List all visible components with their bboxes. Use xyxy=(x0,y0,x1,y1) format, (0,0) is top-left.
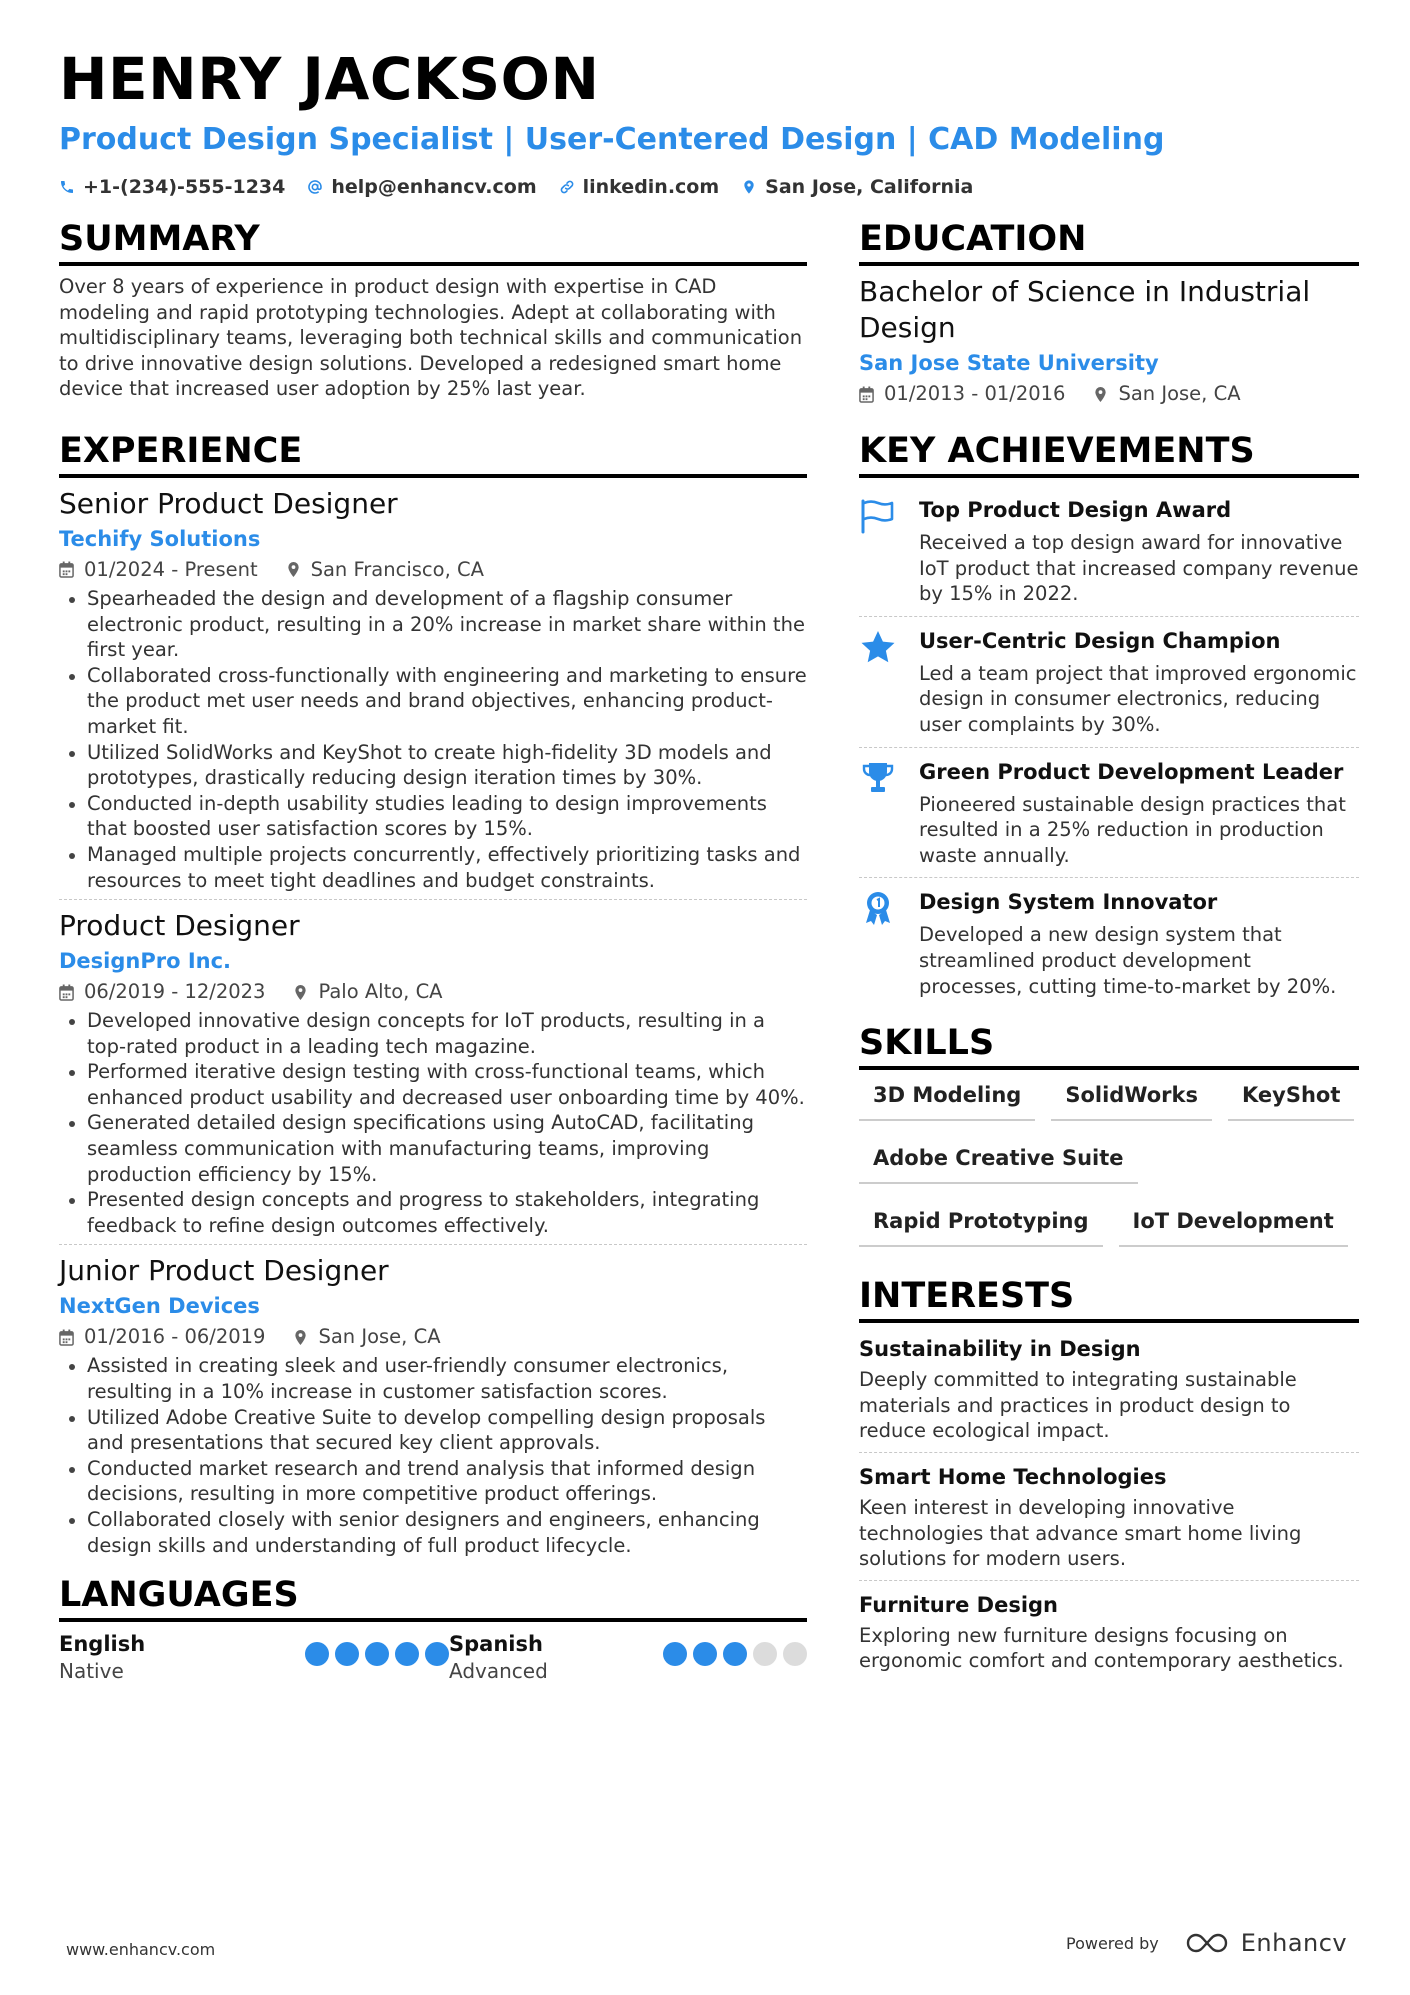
job-bullet: Spearheaded the design and development of a flagship consumer electronic product, resulting in a 20% increase in market share within the first year. xyxy=(59,586,807,663)
job-location: San Jose, CA xyxy=(318,1325,441,1349)
rating-dot-filled xyxy=(723,1642,747,1666)
rating-dot-filled xyxy=(693,1642,717,1666)
phone-text: +1-(234)-555-1234 xyxy=(83,176,286,198)
achievement-desc: Developed a new design system that streamlined product development processes, cutting time-to-market by 20%. xyxy=(919,923,1337,998)
at-icon xyxy=(307,179,323,195)
achievements-title: KEY ACHIEVEMENTS xyxy=(859,430,1359,478)
candidate-tagline: Product Design Specialist | User-Centered Design | CAD Modeling xyxy=(59,122,1165,157)
job-bullets xyxy=(59,1353,807,1558)
summary-section xyxy=(59,218,807,402)
interest-desc: Deeply committed to integrating sustainable materials and practices in product design to reduce ecological impact. xyxy=(859,1368,1297,1443)
flag-icon xyxy=(859,498,897,534)
education-dates: 01/2013 - 01/2016 xyxy=(884,382,1066,405)
phone-icon xyxy=(59,179,75,195)
trophy-icon xyxy=(859,760,897,796)
job-bullet: Assisted in creating sleek and user-friendly consumer electronics, resulting in a 10% increase in customer satisfaction scores. xyxy=(59,1353,807,1404)
job-bullet: Conducted in-depth usability studies leading to design improvements that boosted user satisfaction scores by 15%. xyxy=(59,791,807,842)
achievement-title: Design System Innovator xyxy=(919,890,1218,915)
company-name: NextGen Devices xyxy=(59,1294,260,1319)
rating-dot-filled xyxy=(305,1642,329,1666)
job-bullet: Managed multiple projects concurrently, effectively prioritizing tasks and resources to meet tight deadlines and budget constraints. xyxy=(59,842,807,893)
achievement-title: User-Centric Design Champion xyxy=(919,628,1281,653)
interest-title: Smart Home Technologies xyxy=(859,1464,1167,1489)
education-title: EDUCATION xyxy=(859,218,1359,266)
rating-dot-empty xyxy=(753,1642,777,1666)
job-bullet: Collaborated closely with senior designers and engineers, enhancing design skills and understanding of full product lifecycle. xyxy=(59,1507,807,1558)
skill-tag: SolidWorks xyxy=(1051,1078,1212,1121)
skill-tag: Rapid Prototyping xyxy=(859,1204,1103,1247)
job-entry xyxy=(59,899,807,1244)
achievement-item xyxy=(859,877,1359,1008)
job-bullet: Utilized SolidWorks and KeyShot to create high-fidelity 3D models and prototypes, drastically reducing design iteration times by 30%. xyxy=(59,740,807,791)
interest-item xyxy=(859,1331,1359,1452)
interest-title: Furniture Design xyxy=(859,1592,1059,1617)
award-ribbon-icon xyxy=(859,890,897,926)
school-name: San Jose State University xyxy=(859,351,1159,375)
contact-bar xyxy=(59,176,1359,198)
language-level: Native xyxy=(59,1659,124,1684)
resume-header xyxy=(59,44,1359,198)
job-bullet: Utilized Adobe Creative Suite to develop compelling design proposals and presentations that secured key client approvals. xyxy=(59,1405,807,1456)
brand-logo[interactable] xyxy=(1185,1929,1347,1957)
job-dates: 01/2024 - Present xyxy=(84,557,258,581)
powered-by-text: Powered by xyxy=(1066,1933,1159,1953)
calendar-icon xyxy=(859,386,874,403)
email-text: help@enhancv.com xyxy=(331,176,537,198)
job-meta xyxy=(59,978,807,1006)
job-title: Junior Product Designer xyxy=(59,1254,389,1288)
achievement-item xyxy=(859,486,1359,616)
education-meta xyxy=(859,380,1359,408)
skill-tag: Adobe Creative Suite xyxy=(859,1141,1138,1184)
rating-dot-filled xyxy=(395,1642,419,1666)
job-bullet: Presented design concepts and progress to stakeholders, integrating feedback to refine design outcomes effectively. xyxy=(59,1187,807,1238)
languages-title: LANGUAGES xyxy=(59,1574,807,1622)
summary-text: Over 8 years of experience in product design with expertise in CAD modeling and rapid prototyping technologies. Adept at collaborating with multidisciplinary teams, leveraging both technical skills and communication to drive innovative design solutions. Developed a redesigned smart home device that increased user adoption by 25% last year. xyxy=(59,275,803,401)
calendar-icon xyxy=(59,1329,74,1346)
job-entry xyxy=(59,486,807,899)
summary-title: SUMMARY xyxy=(59,218,807,266)
interest-title: Sustainability in Design xyxy=(859,1337,1141,1362)
company-name: Techify Solutions xyxy=(59,526,261,551)
achievement-desc: Led a team project that improved ergonomic design in consumer electronics, reducing user complaints by 30%. xyxy=(919,661,1357,736)
rating-dot-filled xyxy=(663,1642,687,1666)
job-title: Product Designer xyxy=(59,909,300,943)
left-column xyxy=(59,218,807,1684)
language-name: Spanish xyxy=(449,1632,543,1657)
experience-section xyxy=(59,430,807,1564)
footer-website[interactable]: www.enhancv.com xyxy=(66,1940,216,1959)
achievements-section xyxy=(859,430,1359,1008)
location-pin-icon xyxy=(293,1329,308,1346)
location-pin-icon xyxy=(293,984,308,1001)
enhancv-logo-icon xyxy=(1185,1931,1231,1955)
right-column xyxy=(859,218,1359,1682)
job-bullet: Conducted market research and trend analysis that informed design decisions, resulting in more competitive product offerings. xyxy=(59,1456,807,1507)
rating-dot-filled xyxy=(365,1642,389,1666)
achievement-desc: Pioneered sustainable design practices that resulted in a 25% reduction in production waste annually. xyxy=(919,792,1346,867)
star-icon xyxy=(859,629,897,665)
language-item xyxy=(449,1630,807,1684)
job-entry xyxy=(59,1244,807,1564)
achievement-title: Green Product Development Leader xyxy=(919,759,1344,784)
interest-item xyxy=(859,1452,1359,1580)
job-dates: 01/2016 - 06/2019 xyxy=(84,1325,266,1349)
skills-title: SKILLS xyxy=(859,1022,1359,1070)
job-bullet: Developed innovative design concepts for IoT products, resulting in a top-rated product in a leading tech magazine. xyxy=(59,1008,807,1059)
language-name: English xyxy=(59,1632,146,1657)
calendar-icon xyxy=(59,561,74,578)
languages-list xyxy=(59,1630,807,1684)
brand-name: Enhancv xyxy=(1240,1929,1348,1957)
candidate-name: HENRY JACKSON xyxy=(59,45,600,113)
linkedin-text: linkedin.com xyxy=(582,176,720,198)
job-bullets xyxy=(59,1008,807,1238)
achievement-item xyxy=(859,616,1359,747)
job-meta xyxy=(59,556,807,584)
location-pin-icon xyxy=(741,179,757,195)
language-rating xyxy=(663,1642,807,1684)
contact-location xyxy=(741,176,973,198)
job-bullet: Generated detailed design specifications using AutoCAD, facilitating seamless communication with manufacturing teams, improving production efficiency by 15%. xyxy=(59,1110,807,1187)
language-item xyxy=(59,1630,449,1684)
interest-desc: Exploring new furniture designs focusing on ergonomic comfort and contemporary aesthetics. xyxy=(859,1623,1344,1673)
interest-item xyxy=(859,1580,1359,1682)
job-bullet: Performed iterative design testing with cross-functional teams, which enhanced product usability and decreased user onboarding time by 40%. xyxy=(59,1059,807,1110)
languages-section xyxy=(59,1574,807,1684)
achievement-desc: Received a top design award for innovative IoT product that increased company revenue by 15% in 2022. xyxy=(919,531,1359,606)
experience-title: EXPERIENCE xyxy=(59,430,807,478)
job-dates: 06/2019 - 12/2023 xyxy=(84,980,266,1004)
education-location: San Jose, CA xyxy=(1118,382,1241,405)
job-bullet: Collaborated cross-functionally with engineering and marketing to ensure the product met user needs and brand objectives, enhancing product-market fit. xyxy=(59,663,807,740)
job-meta xyxy=(59,1323,807,1351)
education-section xyxy=(859,218,1359,408)
language-rating xyxy=(305,1642,449,1684)
job-location: San Francisco, CA xyxy=(310,557,484,581)
contact-phone[interactable] xyxy=(59,176,285,198)
interests-section xyxy=(859,1275,1359,1682)
calendar-icon xyxy=(59,984,74,1001)
degree-title: Bachelor of Science in Industrial Design xyxy=(859,275,1311,344)
contact-email[interactable] xyxy=(307,176,536,198)
skill-tag: KeyShot xyxy=(1228,1078,1354,1121)
company-name: DesignPro Inc. xyxy=(59,949,232,974)
rating-dot-filled xyxy=(425,1642,449,1666)
job-bullets xyxy=(59,586,807,893)
interests-title: INTERESTS xyxy=(859,1275,1359,1323)
achievement-title: Top Product Design Award xyxy=(919,498,1232,522)
skills-section xyxy=(859,1022,1359,1247)
interest-desc: Keen interest in developing innovative technologies that advance smart home living solutions for modern users. xyxy=(859,1495,1302,1571)
link-icon xyxy=(559,179,575,195)
skills-list xyxy=(859,1078,1359,1247)
skill-tag: IoT Development xyxy=(1119,1204,1348,1247)
job-title: Senior Product Designer xyxy=(59,486,398,520)
rating-dot-filled xyxy=(335,1642,359,1666)
job-location: Palo Alto, CA xyxy=(318,980,443,1004)
footer-branding xyxy=(1066,1929,1347,1957)
rating-dot-empty xyxy=(783,1642,807,1666)
achievement-item xyxy=(859,747,1359,878)
contact-linkedin[interactable] xyxy=(559,176,720,198)
location-text: San Jose, California xyxy=(765,176,974,198)
location-pin-icon xyxy=(286,561,301,578)
language-level: Advanced xyxy=(449,1659,548,1684)
location-pin-icon xyxy=(1093,386,1108,403)
skill-tag: 3D Modeling xyxy=(859,1078,1035,1121)
